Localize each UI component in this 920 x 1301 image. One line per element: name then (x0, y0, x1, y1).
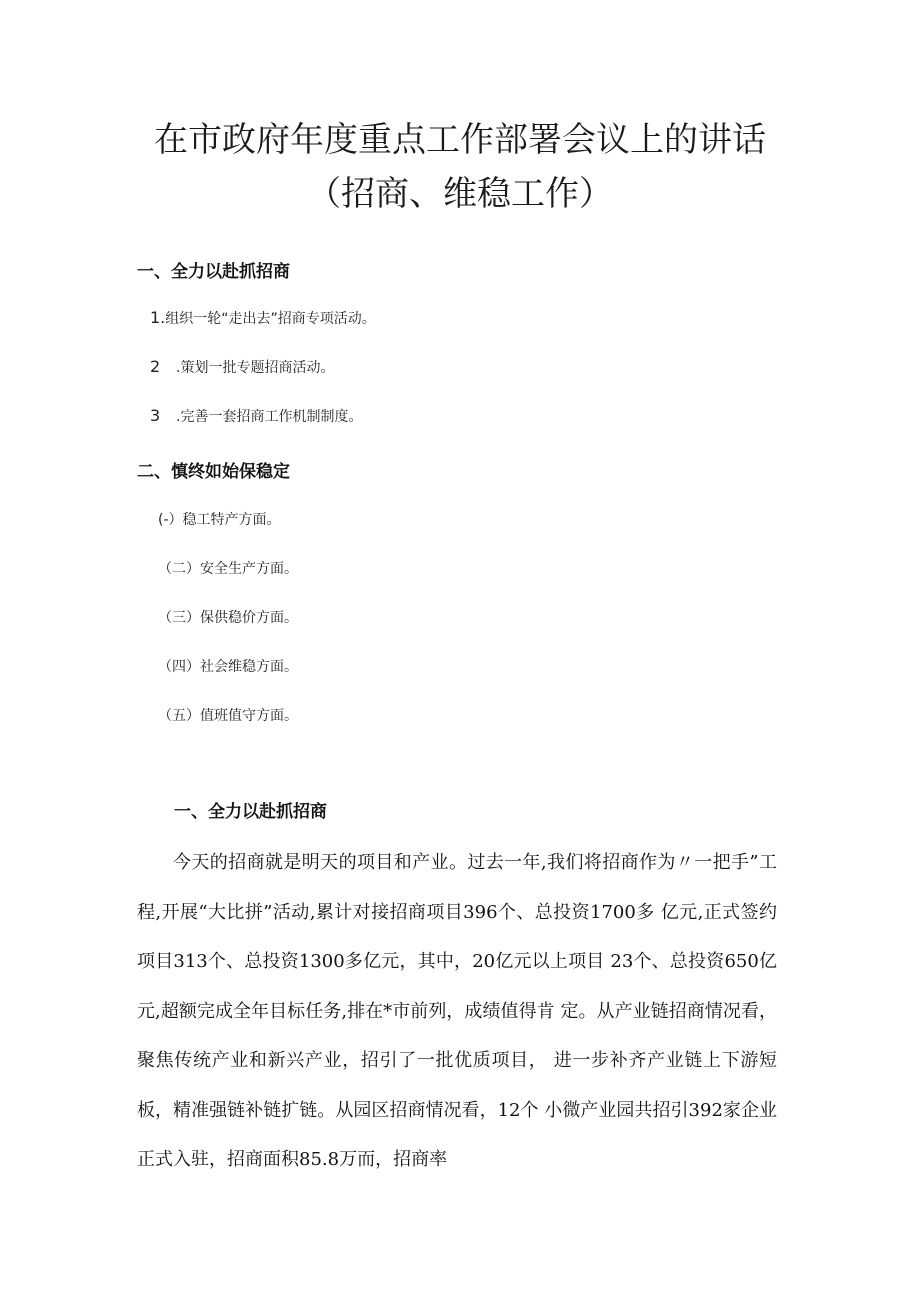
outline-item-number: 2 (150, 357, 161, 376)
outline-heading-1: 一、全力以赴抓招商 (137, 262, 290, 282)
outline-subitem: （五）值班值守方面。 (158, 708, 298, 724)
outline-subitem: (-）稳工特产方面。 (158, 512, 281, 528)
outline-subitem: （二）安全生产方面。 (158, 561, 298, 577)
body-section-heading: 一、全力以赴抓招商 (174, 802, 327, 822)
body-paragraph: 今天的招商就是明天的项目和产业。过去一年,我们将招商作为〃一把手”工程,开展“大比拼”活动,累计对接招商项目396个、总投资1700多 亿元,正式签约项目313个、总投资1300多亿元，其中，20亿元以上项目 23个、总投资650亿元,超额完成全年目标任务,排在*市前列，成绩值得肯 定。从产业链招商情况看，聚焦传统产业和新兴产业，招引了一批优质项目， 进一步补齐产业链上下游短板，精准强链补链扩链。从园区招商情况看，12个 小微产业园共招引392家企业正式入驻，招商面积85.8万而，招商率 (137, 852, 777, 1170)
outline-item-text: .策划一批专题招商活动。 (176, 360, 335, 376)
outline-item-text: .完善一套招商工作机制制度。 (176, 409, 363, 425)
document-title: 在市政府年度重点工作部署会议上的讲话 (154, 120, 766, 160)
outline-item (150, 308, 376, 328)
outline-item-number: 1. (150, 308, 166, 327)
outline-heading-2: 二、慎终如始保稳定 (137, 462, 290, 482)
outline-item-number: 3 (150, 406, 161, 425)
document-subtitle: （招商、维稳工作） (307, 174, 613, 214)
outline-item (150, 406, 362, 426)
outline-item-text: 组织一轮“走出去”招商专项活动。 (165, 311, 376, 327)
outline-subitem: （三）保供稳价方面。 (158, 610, 298, 626)
outline-item (150, 357, 334, 377)
outline-subitem: （四）社会维稳方面。 (158, 659, 298, 675)
